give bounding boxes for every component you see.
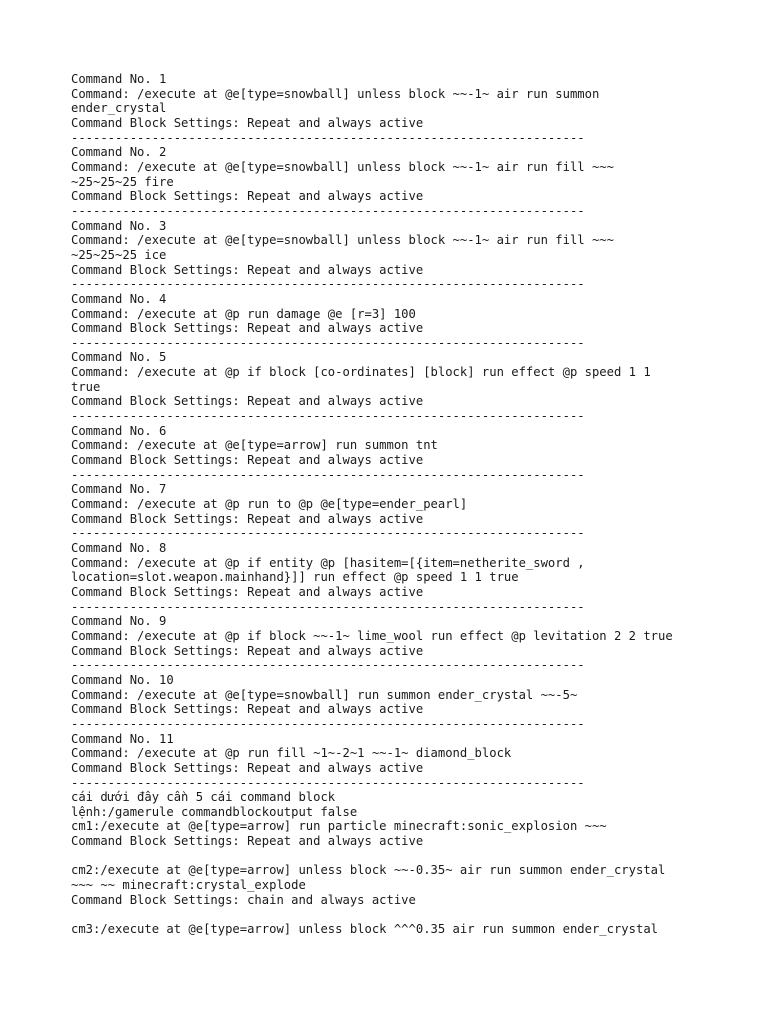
- command-block-settings: Command Block Settings: Repeat and always active: [71, 394, 424, 409]
- separator-line: ----------------------------------------------------------------------: [71, 203, 585, 218]
- blank-line: [71, 907, 761, 922]
- text-line: ~~~ ~~ minecraft:crystal_explode: [71, 878, 306, 893]
- text-line: cm1:/execute at @e[type=arrow] run particle minecraft:sonic_explosion ~~~: [71, 819, 607, 834]
- text-line: cái dưới đây cần 5 cái command block: [71, 790, 336, 805]
- command-text: Command: /execute at @p if block [co-ordinates] [block] run effect @p speed 1 1: [71, 365, 651, 380]
- separator-line: ----------------------------------------------------------------------: [71, 599, 585, 614]
- text-line: cm3:/execute at @e[type=arrow] unless block ^^^0.35 air run summon ender_crystal: [71, 922, 658, 937]
- separator-line: ----------------------------------------------------------------------: [71, 716, 585, 731]
- separator-line: ----------------------------------------------------------------------: [71, 130, 585, 145]
- command-block-settings: Command Block Settings: Repeat and always active: [71, 702, 424, 717]
- command-number-heading: Command No. 5: [71, 350, 167, 365]
- command-text: Command: /execute at @e[type=snowball] unless block ~~-1~ air run fill ~~~: [71, 233, 614, 248]
- command-text: Command: /execute at @p run damage @e [r=3] 100: [71, 306, 416, 321]
- command-block-settings: Command Block Settings: Repeat and always active: [71, 834, 424, 849]
- separator-line: ----------------------------------------------------------------------: [71, 658, 585, 673]
- separator-line: ----------------------------------------------------------------------: [71, 775, 585, 790]
- command-block-settings: Command Block Settings: Repeat and always active: [71, 115, 424, 130]
- document-body: [71, 72, 761, 937]
- command-block-settings: Command Block Settings: Repeat and always active: [71, 511, 424, 526]
- command-block-settings: Command Block Settings: Repeat and always active: [71, 760, 424, 775]
- command-block-settings: Command Block Settings: Repeat and always active: [71, 262, 424, 277]
- command-number-heading: Command No. 6: [71, 423, 167, 438]
- command-text: Command: /execute at @e[type=arrow] run summon tnt: [71, 438, 438, 453]
- command-text: Command: /execute at @e[type=snowball] run summon ender_crystal ~~-5~: [71, 687, 578, 702]
- command-number-heading: Command No. 3: [71, 218, 167, 233]
- command-text: Command: /execute at @p run fill ~1~-2~1 ~~-1~ diamond_block: [71, 746, 512, 761]
- text-line: location=slot.weapon.mainhand}]] run effect @p speed 1 1 true: [71, 570, 519, 585]
- command-block-settings: Command Block Settings: Repeat and always active: [71, 643, 424, 658]
- command-text: Command: /execute at @p if entity @p [hasitem=[{item=netherite_sword ,: [71, 555, 585, 570]
- separator-line: ----------------------------------------------------------------------: [71, 467, 585, 482]
- text-line: ~25~25~25 ice: [71, 247, 167, 262]
- separator-line: ----------------------------------------------------------------------: [71, 409, 585, 424]
- command-number-heading: Command No. 11: [71, 731, 174, 746]
- text-line: cm2:/execute at @e[type=arrow] unless block ~~-0.35~ air run summon ender_crystal: [71, 863, 666, 878]
- command-text: Command: /execute at @e[type=snowball] unless block ~~-1~ air run fill ~~~: [71, 159, 614, 174]
- command-block-settings: Command Block Settings: Repeat and always active: [71, 584, 424, 599]
- separator-line: ----------------------------------------------------------------------: [71, 335, 585, 350]
- text-line: true: [71, 379, 101, 394]
- command-block-settings: Command Block Settings: chain and always active: [71, 892, 416, 907]
- command-number-heading: Command No. 10: [71, 672, 174, 687]
- separator-line: ----------------------------------------------------------------------: [71, 526, 585, 541]
- command-number-heading: Command No. 4: [71, 291, 167, 306]
- command-block-settings: Command Block Settings: Repeat and always active: [71, 189, 424, 204]
- command-number-heading: Command No. 7: [71, 482, 167, 497]
- command-text: Command: /execute at @p if block ~~-1~ lime_wool run effect @p levitation 2 2 true: [71, 628, 673, 643]
- command-number-heading: Command No. 2: [71, 145, 167, 160]
- text-line: ender_crystal: [71, 101, 167, 116]
- command-text: Command: /execute at @p run to @p @e[type=ender_pearl]: [71, 497, 468, 512]
- command-number-heading: Command No. 9: [71, 614, 167, 629]
- command-number-heading: Command No. 8: [71, 541, 167, 555]
- blank-line: [71, 849, 761, 864]
- text-line: lệnh:/gamerule commandblockoutput false: [71, 804, 358, 819]
- text-line: ~25~25~25 fire: [71, 174, 174, 189]
- command-number-heading: Command No. 1: [71, 72, 167, 86]
- separator-line: ----------------------------------------------------------------------: [71, 277, 585, 292]
- command-text: Command: /execute at @e[type=snowball] unless block ~~-1~ air run summon: [71, 86, 600, 101]
- command-block-settings: Command Block Settings: Repeat and always active: [71, 453, 424, 468]
- command-block-settings: Command Block Settings: Repeat and always active: [71, 321, 424, 336]
